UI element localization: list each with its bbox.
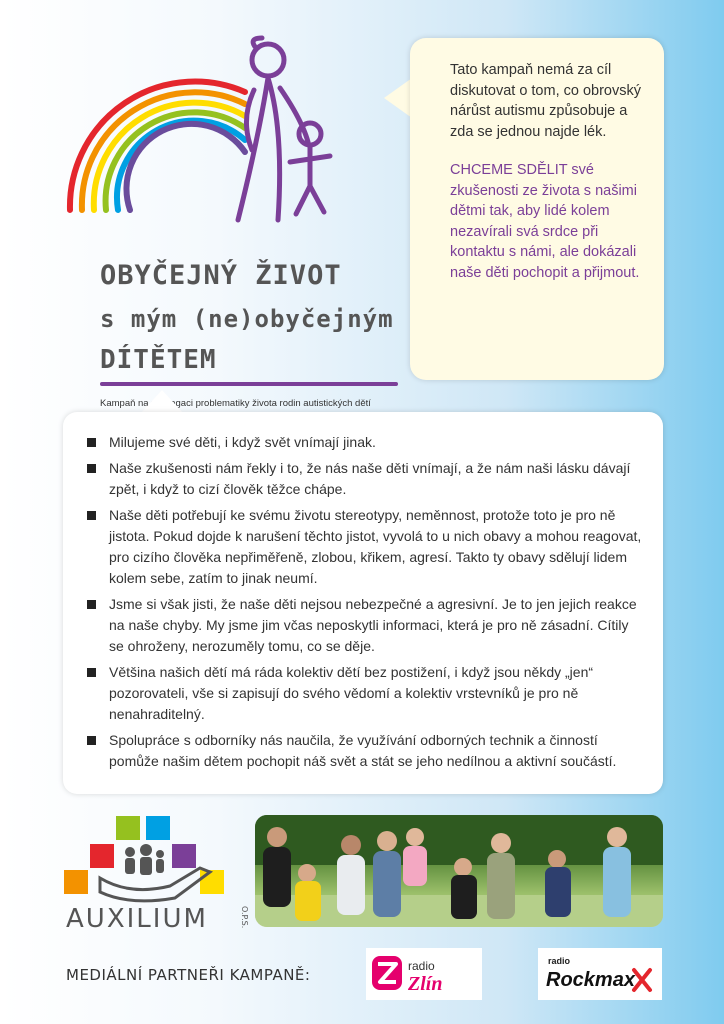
auxilium-blocks-icon xyxy=(60,816,250,904)
rockmax-name: Rockmax xyxy=(546,969,635,991)
bullet-square-icon xyxy=(87,600,96,609)
bullet-square-icon xyxy=(87,511,96,520)
auxilium-logo xyxy=(60,816,250,936)
main-box-tail xyxy=(140,390,184,414)
rockmax-small: radio xyxy=(548,956,571,966)
intro-text xyxy=(450,60,650,301)
group-photo xyxy=(255,815,663,927)
auxilium-name: AUXILIUM xyxy=(66,904,208,934)
radio-zlin-small: radio xyxy=(408,959,435,973)
bullet-square-icon xyxy=(87,438,96,447)
campaign-logo xyxy=(40,30,394,409)
group-photo-illustration xyxy=(255,815,663,927)
bullet-square-icon xyxy=(87,464,96,473)
mother-child-figure xyxy=(238,38,330,220)
title-line-2: s mým (ne)obyčejným xyxy=(100,305,394,333)
radio-zlin-mark-icon xyxy=(366,948,482,1000)
radio-zlin-name: Zlín xyxy=(408,973,443,995)
radio-zlin-logo xyxy=(366,948,482,1000)
media-partners-label: MEDIÁLNÍ PARTNEŘI KAMPANĚ: xyxy=(66,966,311,984)
list-item: Naše zkušenosti nám řekly i to, že nás naše děti vnímají, a že nám naši lásku dávají zpět, i když to cizí člověk těžce chápe. xyxy=(87,458,647,500)
radio-rockmax-logo xyxy=(538,948,662,1000)
statements-list xyxy=(87,432,647,777)
list-item: Spolupráce s odborníky nás naučila, že využívání odborných technik a činností pomůže našim dětem pochopit náš svět a stát se jeho nedílnou a aktivní součástí. xyxy=(87,730,647,772)
bullet-square-icon xyxy=(87,736,96,745)
intro-message xyxy=(450,160,650,283)
statements-box xyxy=(63,412,663,794)
list-item: Milujeme své děti, i když svět vnímají jinak. xyxy=(87,432,647,453)
intro-bubble xyxy=(410,38,664,380)
title-line-3: DÍTĚTEM xyxy=(100,345,217,375)
list-item: Jsme si však jisti, že naše děti nejsou nebezpečné a agresivní. Je to jen jejich reakce na naše chyby. My jsme jim včas neposkytli informaci, která je pro ně zásadní. Cítily se ohroženy, nerozuměly tomu, co se děje. xyxy=(87,594,647,657)
intro-message-text: své zkušenosti ze života s našimi dětmi tak, aby lidé kolem nezavírali svá srdce při kontaktu s námi, ale dokázali naše děti pochopit a přijmout. xyxy=(450,162,640,281)
rockmax-mark-icon xyxy=(538,948,662,1000)
title-underline xyxy=(100,382,398,386)
title-line-1: OBYČEJNÝ ŽIVOT xyxy=(100,260,342,291)
auxilium-suffix: O.P.S. xyxy=(240,906,249,929)
list-item: Naše děti potřebují ke svému životu stereotypy, neměnnost, protože toto je pro ně jistota. Pokud dojde k narušení těchto jistot, vyvolá to u nich obavy a mohou reagovat, pro cizího člověka nepřiměřeně, zlobou, křikem, agresí. Takto ty obavy sdělují lidem kolem sebe, zatím to jinak neumí. xyxy=(87,505,647,589)
intro-highlight: CHCEME SDĚLIT xyxy=(450,162,568,178)
bullet-square-icon xyxy=(87,668,96,677)
rainbow-family-illustration xyxy=(40,30,380,260)
bubble-tail xyxy=(384,78,412,118)
intro-paragraph: Tato kampaň nemá za cíl diskutovat o tom, co obrovský nárůst autismu způsobuje a zda se jednou najde lék. xyxy=(450,62,641,140)
list-item: Většina našich dětí má ráda kolektiv dětí bez postižení, i když jsou někdy „jen“ pozorovateli, vše si zapisují do svého vědomí a kolektiv vrstevníků je pro ně nenahraditelný. xyxy=(87,662,647,725)
campaign-subtitle: Kampaň na propagaci problematiky života rodin autistických dětí xyxy=(100,398,371,409)
